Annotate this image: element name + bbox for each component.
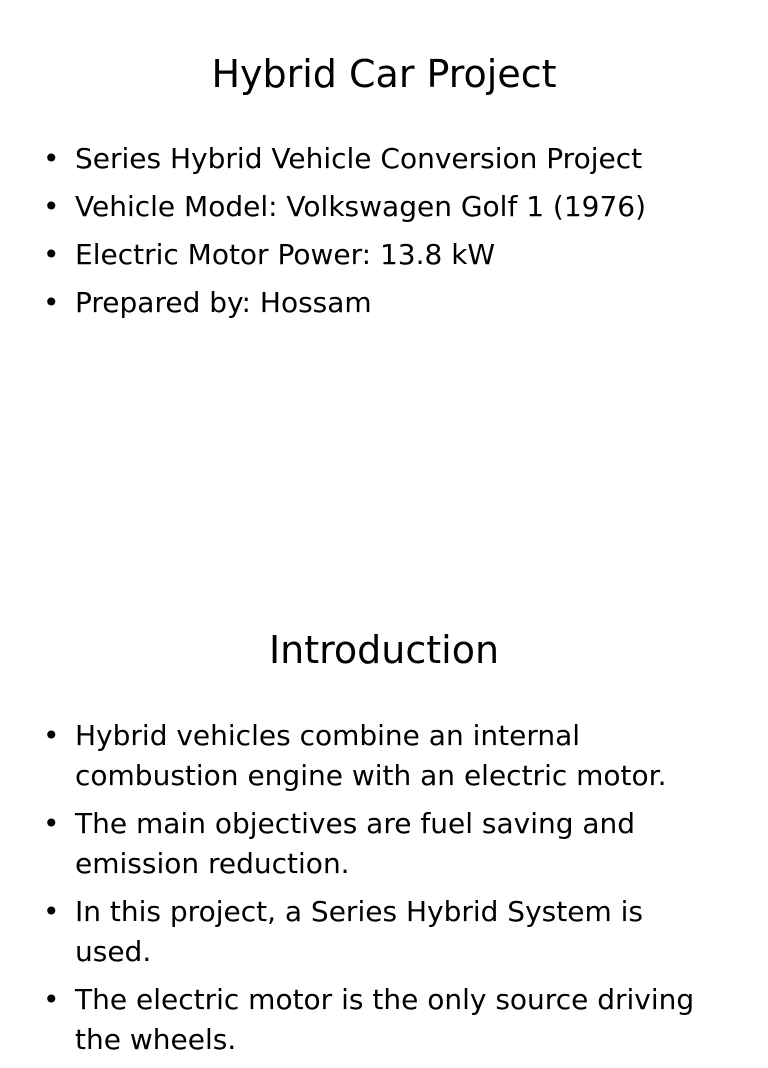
bullet-dot-icon: • [43,807,60,840]
list-item [0,235,725,275]
bullet-text: Series Hybrid Vehicle Conversion Project [75,142,643,175]
bullet-text: Prepared by: Hossam [75,286,372,319]
list-item [0,283,725,323]
list-item [0,139,725,179]
bullet-dot-icon: • [43,286,60,319]
bullet-dot-icon: • [43,238,60,271]
list-item [0,980,725,1060]
bullet-text: Vehicle Model: Volkswagen Golf 1 (1976) [75,190,647,223]
bullet-list [0,139,725,331]
list-item [0,187,725,227]
bullet-dot-icon: • [43,719,60,752]
list-item [0,716,725,796]
slide-title: Hybrid Car Project [211,52,557,96]
bullet-dot-icon: • [43,190,60,223]
bullet-text: Electric Motor Power: 13.8 kW [75,238,496,271]
slide-title: Introduction [268,628,500,672]
bullet-dot-icon: • [43,895,60,928]
bullet-text: Hybrid vehicles combine an internal combustion engine with an electric motor. [75,719,667,792]
bullet-dot-icon: • [43,142,60,175]
bullet-list [0,716,725,1068]
bullet-dot-icon: • [43,983,60,1016]
list-item [0,892,725,972]
list-item [0,804,725,884]
bullet-text: The electric motor is the only source driving the wheels. [75,983,695,1056]
bullet-text: The main objectives are fuel saving and emission reduction. [75,807,636,880]
slide-2 [0,576,768,1056]
bullet-text: In this project, a Series Hybrid System is used. [75,895,643,968]
